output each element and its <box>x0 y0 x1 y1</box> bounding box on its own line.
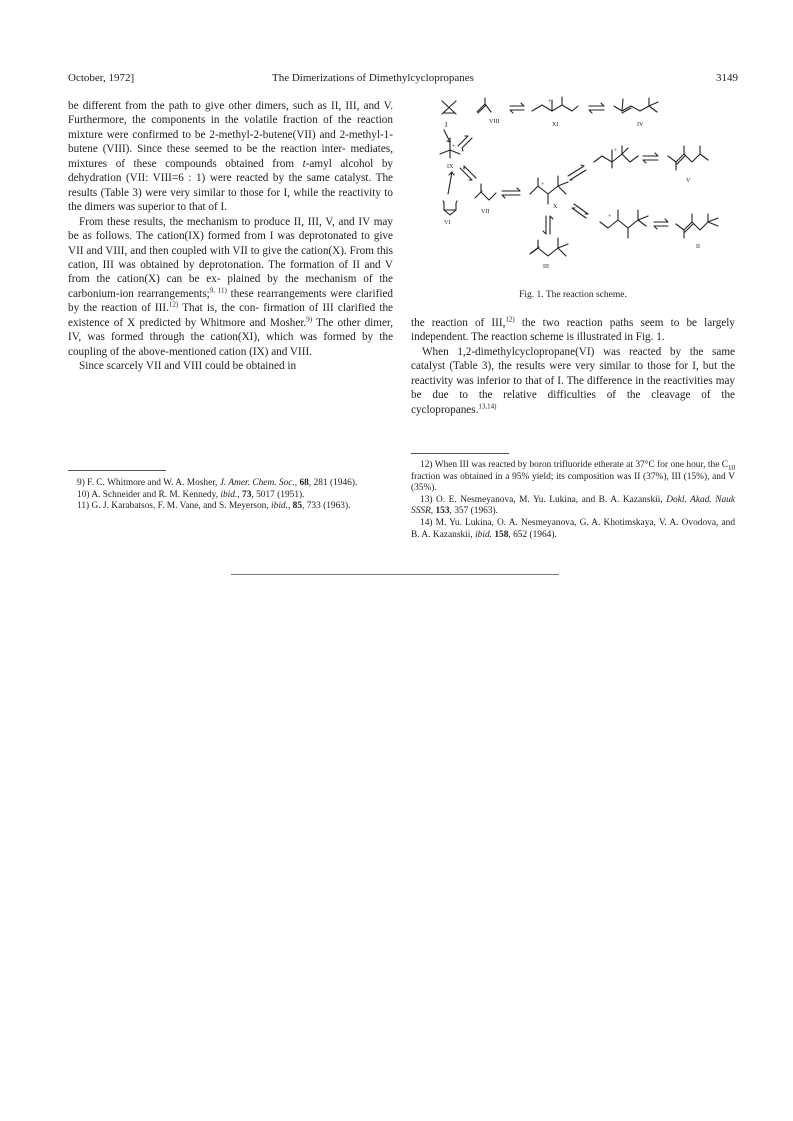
text-line: The other dimer, IV, <box>68 316 394 344</box>
equilibrium-arrow <box>460 166 476 180</box>
footnote-number: 13) <box>420 494 433 505</box>
footnote-number: 10) <box>77 489 90 500</box>
footnote-volume: 153 <box>435 506 450 517</box>
plus-sign: + <box>608 214 612 220</box>
footnote-12 <box>411 460 735 495</box>
text-line: and VIII. <box>271 345 312 358</box>
label-I: I <box>445 121 448 129</box>
footnote-journal: Dokl. Akad. Nauk SSSR, <box>411 494 736 517</box>
structure-X <box>530 176 568 210</box>
structure-VII <box>475 184 496 215</box>
label-II: II <box>696 244 700 250</box>
text-line: formed from I was deprotonated to give VII and VIII, <box>68 230 393 257</box>
label-III: III <box>543 264 549 270</box>
cation-intermediate-lower <box>600 210 648 238</box>
paragraph-continued <box>411 316 735 345</box>
structure-III <box>530 238 568 270</box>
text-line: this cation, III was obtained by deprotonation. The <box>68 244 394 271</box>
text-line: cyclopropanes. <box>411 403 479 416</box>
text-line: That is, the con- <box>178 302 260 315</box>
figure-caption: Fig. 1. The reaction scheme. <box>519 290 627 300</box>
label-VI: VI <box>444 220 451 226</box>
text-line: that of I. The difference in the reactivities may be <box>411 374 736 402</box>
plus-sign: + <box>614 148 618 154</box>
text-line: -amyl alcohol by dehydration (VII: VIII=6 : 1) <box>68 157 394 185</box>
text-line: by the same catalyst (Table 3), the results were very <box>411 345 735 373</box>
running-header <box>68 72 738 88</box>
equilibrium-arrow <box>458 136 472 151</box>
footnote-pages: 281 (1946). <box>313 478 358 488</box>
right-column <box>411 316 735 417</box>
text-line: similar to those for I, but the reactivity was inferior to <box>411 360 736 387</box>
footnote-text: for one hour, the C <box>657 460 729 470</box>
citation-superscript: 12) <box>505 315 515 324</box>
footnote-authors: O. E. Nesmeyanova, M. Yu. Lukina, and B. A. Kazanskii, <box>436 494 663 505</box>
equilibrium-arrow <box>572 204 588 218</box>
paragraph-dimethylcyclopropane <box>411 345 735 417</box>
text-line: rearrangements; <box>137 287 210 300</box>
text-line: by Whitmore and Mosher. <box>185 316 307 329</box>
reaction-arrow <box>444 130 450 142</box>
text-line: From these results, the mechanism to produce II, <box>79 215 305 228</box>
equilibrium-arrow <box>510 103 524 113</box>
text-line: be largely independent. The reaction scheme is <box>411 317 736 344</box>
reaction-scheme-figure <box>428 96 736 274</box>
footnote-number: 14) <box>420 517 433 528</box>
subscript: 10 <box>728 463 736 472</box>
structure-V <box>668 146 708 184</box>
header-title: The Dimerizations of Dimethylcyclopropanes <box>272 72 474 84</box>
structure-I <box>442 101 456 129</box>
paragraph-continued <box>68 99 393 215</box>
plus-sign: + <box>541 182 545 188</box>
text-line: Since scarcely VII and VIII could be obtained in <box>79 360 297 373</box>
italic-prefix: t <box>302 157 306 170</box>
footnote-volume: 73 <box>242 489 252 500</box>
text-line: the two reaction paths seem to <box>514 317 680 329</box>
text-line: was formed through the cation(XI), which was formed <box>87 331 356 344</box>
structure-II <box>676 214 718 250</box>
text-line: these rearrangements were <box>230 287 352 300</box>
equilibrium-arrow <box>589 103 604 113</box>
label-XI: XI <box>552 122 559 128</box>
footnote-number: 11) <box>77 501 90 512</box>
label-VIII: VIII <box>489 119 500 125</box>
footnote-pages: , 652 (1964). <box>508 529 557 540</box>
footnote-13 <box>411 495 735 518</box>
page-number: 3149 <box>716 72 738 84</box>
footnote-text: composition was II (37%), III (15%), and V (35%). <box>411 471 736 494</box>
left-column <box>68 99 393 374</box>
text-line: firmation of III clarified the existence of X predicted <box>68 302 394 329</box>
citation-superscript: 9) <box>306 315 313 324</box>
footnote-11: 11) G. J. Karabatsos, F. M. Vane, and S. Meyerson, ibid., 85, 733 (1963). <box>77 501 351 512</box>
header-date: October, 1972] <box>68 72 135 84</box>
footnote-number: 9) <box>77 478 85 488</box>
text-line: (Table 3) were very similar to those for I, while the <box>100 186 336 199</box>
text-line: the reaction of III, <box>411 317 506 329</box>
reaction-arrow <box>448 172 454 194</box>
footnote-authors: M. Yu. Lukina, O. A. Nesmeyanova, G. A. Khotimskaya, <box>435 517 656 528</box>
footnote-10: 10) A. Schneider and R. M. Kennedy, ibid., 73, 5017 (1951). <box>77 489 305 500</box>
text-line: clarified by the reaction of III. <box>68 287 394 315</box>
text-line: be different from the path to give other dimers, such as <box>68 100 327 112</box>
footnote-pages: , 357 (1963). <box>449 506 498 517</box>
footnote-journal: ibid., <box>271 501 291 512</box>
footnote-9: 9) F. C. Whitmore and W. A. Mosher, J. Amer. Chem. Soc., 68, 281 (1946). <box>77 478 358 488</box>
footnote-volume: 158 <box>494 529 509 540</box>
label-X: X <box>553 204 558 210</box>
text-line: III, V, and IV may be as follows. The cation(IX) <box>68 215 393 243</box>
plus-sign: + <box>548 99 552 105</box>
equilibrium-arrow <box>654 219 668 229</box>
footnote-authors: G. J. Karabatsos, F. M. Vane, and S. Meyerson, <box>91 501 272 512</box>
text-line: were reacted by the same catalyst. The results <box>68 172 394 199</box>
footnote-number: 12) <box>420 460 433 470</box>
structure-XI <box>532 97 578 128</box>
footnote-journal: ibid., <box>220 489 240 500</box>
cation-intermediate-upper <box>594 146 638 168</box>
structure-VIII <box>477 98 499 125</box>
text-line: (VIII). Since these seemed to be the reaction inter- <box>102 143 346 156</box>
label-VII: VII <box>481 209 490 215</box>
footnote-pages: 5017 (1951). <box>256 489 305 500</box>
citation-superscript: 12) <box>168 300 179 309</box>
end-rule <box>231 574 559 575</box>
paragraph-mechanism <box>68 215 393 360</box>
equilibrium-arrow <box>643 153 658 163</box>
citation-superscript: 13,14) <box>478 401 497 410</box>
text-line: and then coupled with VII to give the cation(X). From <box>130 244 374 257</box>
text-line: plained by the mechanism of the carbonium-ion <box>68 273 393 300</box>
text-line: illustrated in Fig. 1. <box>576 331 665 344</box>
footnote-authors: V. A. Ovodova, and B. A. Kazanskii, <box>411 517 736 540</box>
footnotes-right <box>411 460 735 541</box>
footnote-authors: A. Schneider and R. M. Kennedy, <box>91 489 221 500</box>
footnote-text: fraction was obtained in a 95% yield; its <box>411 471 565 482</box>
footnote-pages: 733 (1963). <box>306 501 351 512</box>
footnote-volume: 68 <box>299 478 309 488</box>
text-line: mediates, mixtures of these compounds obtained from <box>68 143 393 170</box>
label-IV: IV <box>637 122 644 128</box>
footnote-authors: F. C. Whitmore and W. A. Mosher, <box>87 478 220 488</box>
structure-IX <box>440 142 460 170</box>
text-line: due to the relative difficulties of the cleavage of the <box>432 389 735 402</box>
text-line: volatile fraction of the reaction mixture were confirmed <box>68 114 393 141</box>
text-line: II, III, and V. Furthermore, the components in the <box>68 100 394 127</box>
footnotes-left <box>68 478 393 513</box>
footnote-rule <box>411 453 509 454</box>
footnote-journal: ibid. <box>475 529 492 540</box>
text-line: formation of II and V from the cation(X) can be ex- <box>68 258 394 286</box>
structure-VI <box>443 201 457 226</box>
structure-IV <box>614 98 658 128</box>
footnote-volume: 85 <box>292 501 303 512</box>
equilibrium-arrow <box>502 188 520 198</box>
text-line: by the coupling of the above-mentioned cation (IX) <box>68 331 394 358</box>
text-line: reactivity to the dimers was superior to that of I. <box>68 186 394 214</box>
text-line: to be 2-methyl-2-butene(VII) and 2-methyl-1-butene <box>68 128 394 156</box>
plus-sign: + <box>452 144 456 150</box>
label-V: V <box>686 178 691 184</box>
footnote-rule <box>68 470 166 471</box>
paragraph-continues-next-page <box>68 359 393 373</box>
text-line: When 1,2-dimethylcyclopropane(VI) was reacted <box>422 345 662 358</box>
equilibrium-arrow <box>543 216 553 234</box>
footnote-text: When III was reacted by boron trifluoride etherate at 37°C <box>434 460 655 470</box>
citation-superscript: 9, 11) <box>209 286 227 295</box>
footnote-14 <box>411 518 735 541</box>
equilibrium-arrow <box>568 165 586 180</box>
footnote-journal: J. Amer. Chem. Soc., <box>219 478 298 488</box>
label-IX: IX <box>447 164 454 170</box>
